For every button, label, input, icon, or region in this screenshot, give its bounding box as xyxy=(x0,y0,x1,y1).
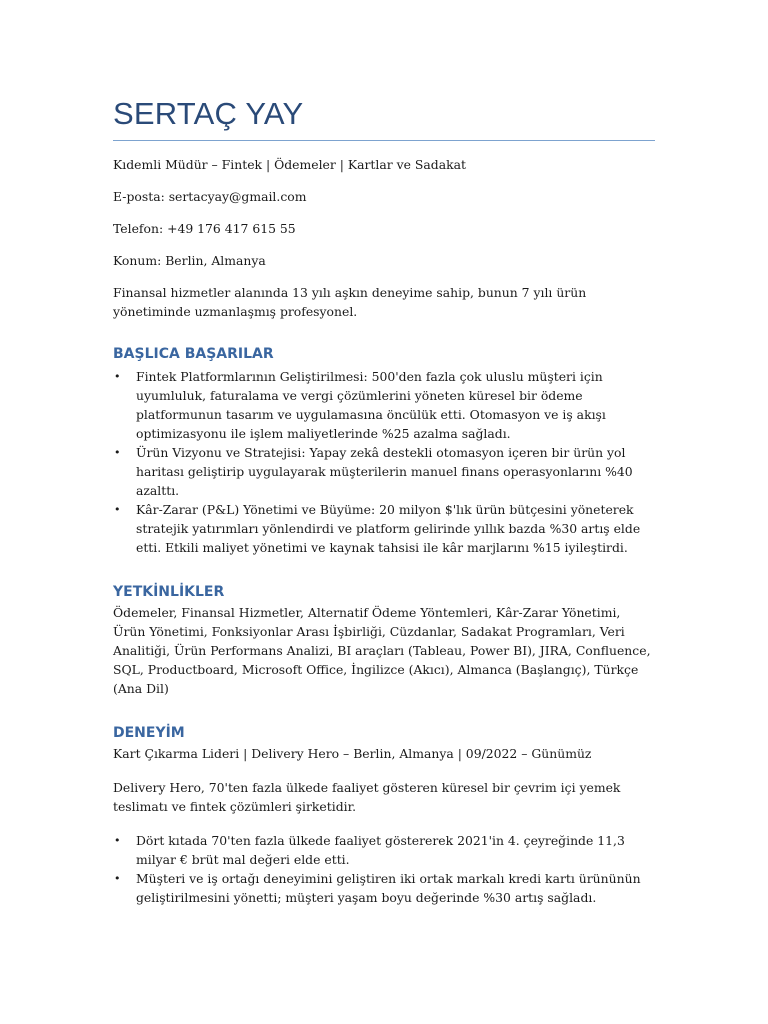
candidate-name: SERTAÇ YAY xyxy=(113,94,655,141)
section-title-experience: DENEYİM xyxy=(113,725,185,741)
list-item xyxy=(113,869,656,907)
list-item-text: Müşteri ve iş ortağı deneyimini geliştiren iki ortak markalı kredi kartı ürününün geliştirilmesini yönetti; müşteri yaşam boyu değerinde %30 artış sağladı. xyxy=(136,871,641,905)
list-item-text: Kâr-Zarar (P&L) Yönetimi ve Büyüme: 20 milyon $'lık ürün bütçesini yöneterek stratejik yatırımları yönlendirdi ve platform gelirinde yıllık bazda %30 artış elde etti. Etkili maliyet yönetimi ve kaynak tahsisi ile kâr marjlarını %15 iyileştirdi. xyxy=(136,502,641,555)
list-item-text: Dört kıtada 70'ten fazla ülkede faaliyet göstererek 2021'in 4. çeyreğinde 11,3 milyar € brüt mal değeri elde etti. xyxy=(136,833,625,867)
list-item-text: Fintek Platformlarının Geliştirilmesi: 500'den fazla çok uluslu müşteri için uyumluluk, faturalama ve vergi çözümlerini yöneten küresel bir ödeme platformunun tasarım ve uygulamasına öncülük etti. Otomasyon ve iş akışı optimizasyonu ile işlem maliyetlerinde %25 azalma sağladı. xyxy=(136,369,606,441)
company-description: Delivery Hero, 70'ten fazla ülkede faaliyet gösteren küresel bir çevrim içi yemek teslimatı ve fintek çözümleri şirketidir. xyxy=(113,780,621,814)
section-title-achievements: BAŞLICA BAŞARILAR xyxy=(113,346,274,362)
job-title: Kart Çıkarma Lideri | Delivery Hero – Berlin, Almanya | 09/2022 – Günümüz xyxy=(113,746,592,761)
email-line: E-posta: sertacyay@gmail.com xyxy=(113,189,307,204)
list-item xyxy=(113,500,656,557)
list-item-text: Ürün Vizyonu ve Stratejisi: Yapay zekâ destekli otomasyon içeren bir ürün yol haritası geliştirip uygulayarak müşterilerin manuel finans operasyonlarını %40 azalttı. xyxy=(136,445,633,498)
bullet-icon: • xyxy=(114,370,121,383)
profile-summary: Finansal hizmetler alanında 13 yılı aşkın deneyime sahip, bunun 7 yılı ürün yönetiminde uzmanlaşmış profesyonel. xyxy=(113,285,587,319)
section-title-skills: YETKİNLİKLER xyxy=(113,584,225,600)
experience-list xyxy=(113,831,656,907)
list-item xyxy=(113,831,656,869)
bullet-icon: • xyxy=(114,834,121,847)
location-line: Konum: Berlin, Almanya xyxy=(113,253,266,268)
bullet-icon: • xyxy=(114,872,121,885)
achievements-list xyxy=(113,367,656,557)
contact-block xyxy=(113,155,656,270)
headline: Kıdemli Müdür – Fintek | Ödemeler | Kartlar ve Sadakat xyxy=(113,157,466,172)
list-item xyxy=(113,443,656,500)
bullet-icon: • xyxy=(114,503,121,516)
skills-text: Ödemeler, Finansal Hizmetler, Alternatif Ödeme Yöntemleri, Kâr-Zarar Yönetimi, Ürün Yönetimi, Fonksiyonlar Arası İşbirliği, Cüzdanlar, Sadakat Programları, Veri Analitiği, Ürün Performans Analizi, BI araçları (Tableau, Power BI), JIRA, Confluence, SQL, Productboard, Microsoft Office, İngilizce (Akıcı), Almanca (Başlangıç), Türkçe (Ana Dil) xyxy=(113,605,651,696)
list-item xyxy=(113,367,656,443)
phone-line: Telefon: +49 176 417 615 55 xyxy=(113,221,296,236)
bullet-icon: • xyxy=(114,446,121,459)
